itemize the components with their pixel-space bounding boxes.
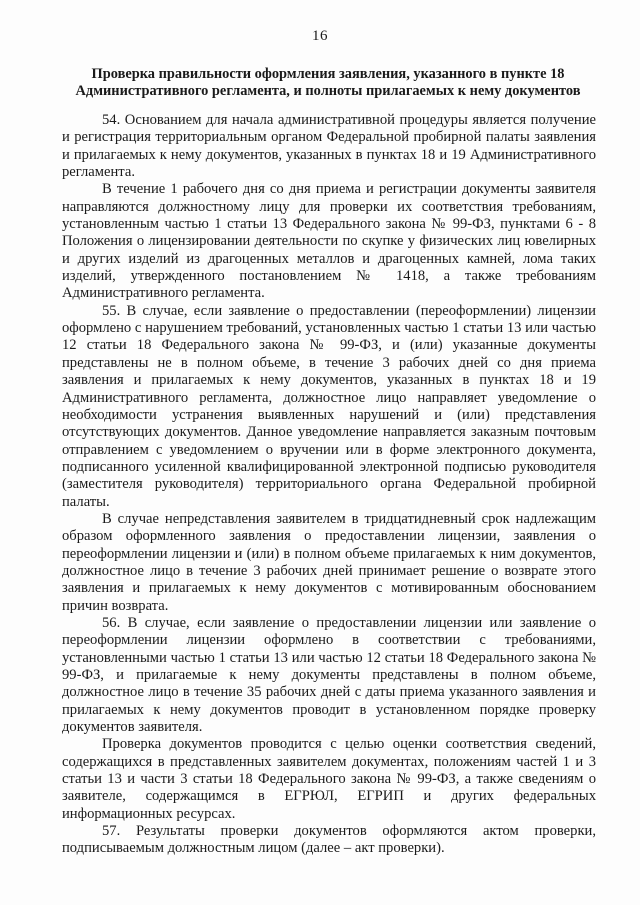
paragraph-57: 57. Результаты проверки документов оформляются актом проверки, подписываемым должностным лицом (далее – акт проверки). (62, 823, 596, 857)
paragraph-56: 56. В случае, если заявление о предоставлении лицензии или заявление о переоформлении лицензии оформлено в соответствии с требованиями, установленными частью 1 статьи 13 или частью 12 статьи 18 Федерального закона № 99-ФЗ, и прилагаемые к нему документы представлены в полном объеме, должностное лицо в течение 35 рабочих дней с даты приема указанного заявления и прилагаемых к нему документов проводит в установленном порядке проверку документов заявителя. (62, 614, 596, 736)
paragraph-54-continued: В течение 1 рабочего дня со дня приема и регистрации документы заявителя направляются должностному лицу для проверки их соответствия требованиям, установленным частью 1 статьи 13 Федерального закона № 99-ФЗ, пунктами 6 - 8 Положения о лицензировании деятельности по скупке у физических лиц ювелирных и других изделий из драгоценных металлов и драгоценных камней, лома таких изделий, утвержденного постановлением № 1418, а также требованиям Административного регламента. (62, 181, 596, 302)
body-text (62, 112, 596, 858)
paragraph-56-continued: Проверка документов проводится с целью оценки соответствия сведений, содержащихся в представленных заявителем документах, положениям частей 1 и 3 статьи 13 и части 3 статьи 18 Федерального закона № 99-ФЗ, а также сведениям о заявителе, содержащимся в ЕГРЮЛ, ЕГРИП и других федеральных информационных ресурсах. (62, 736, 596, 822)
page-number: 16 (312, 28, 328, 44)
section-heading: Проверка правильности оформления заявления, указанного в пункте 18 Административного регламента, и полноты прилагаемых к нему документов (75, 66, 581, 99)
paragraph-54: 54. Основанием для начала административной процедуры является получение и регистрация территориальным органом Федеральной пробирной палаты заявления и прилагаемых к нему документов, указанных в пунктах 18 и 19 Административного регламента. (62, 112, 596, 181)
paragraph-55: 55. В случае, если заявление о предоставлении (переоформлении) лицензии оформлено с нарушением требований, установленных частью 1 статьи 13 или частью 12 статьи 18 Федерального закона № 99-ФЗ, и (или) указанные документы представлены не в полном объеме, в течение 3 рабочих дней со дня приема заявления и прилагаемых к нему документов, указанных в пунктах 18 и 19 Административного регламента, должностное лицо направляет уведомление о необходимости устранения выявленных нарушений и (или) представления отсутствующих документов. Данное уведомление направляется заказным почтовым отправлением с уведомлением о вручении или в форме электронного документа, подписанного усиленной квалифицированной электронной подписью руководителя (заместителя руководителя) территориального органа Федеральной пробирной палаты. (62, 302, 596, 510)
paragraph-55-continued: В случае непредставления заявителем в тридцатидневный срок надлежащим образом оформленного заявления о предоставлении лицензии, заявления о переоформлении лицензии и (или) в полном объеме прилагаемых к ним документов, должностное лицо в течение 3 рабочих дней принимает решение о возврате этого заявления и прилагаемых к нему документов с мотивированным обоснованием причин возврата. (62, 510, 596, 614)
